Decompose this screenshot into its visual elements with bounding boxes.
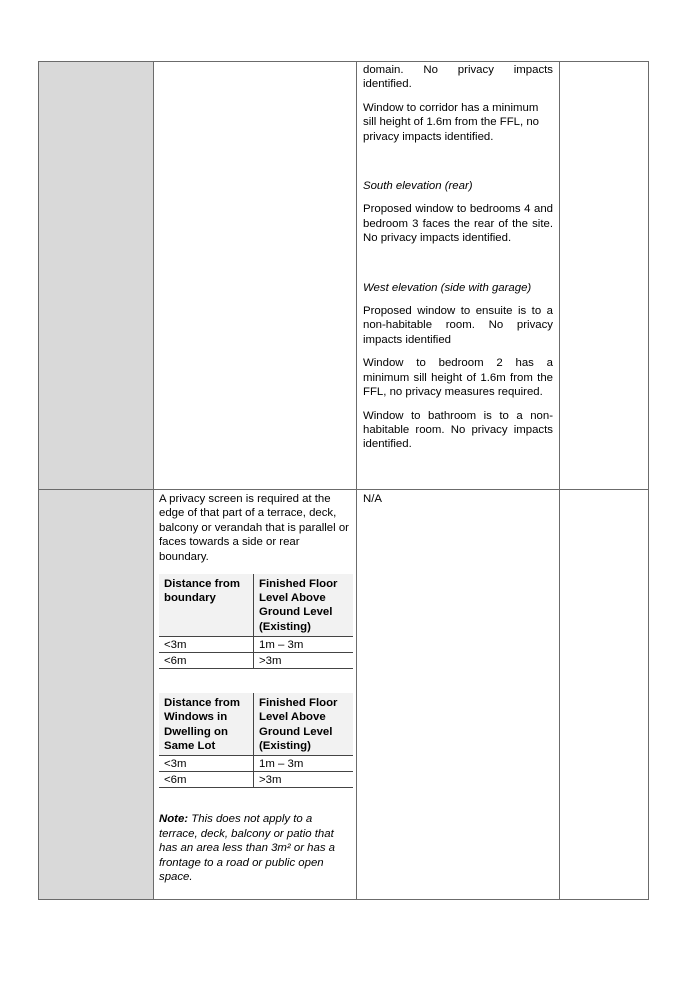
section-heading: South elevation (rear)	[363, 180, 473, 193]
window-distance-table	[159, 693, 353, 788]
assessment-text: N/A	[363, 493, 382, 505]
category-cell	[39, 62, 154, 490]
category-cell	[39, 490, 154, 900]
assessment-paragraph: Proposed window to bedrooms 4 and bedroom 3 faces the rear of the site. No privacy impacts identified.	[363, 203, 553, 245]
assessment-paragraph: Window to corridor has a minimum sill height of 1.6m from the FFL, no privacy impacts identified.	[363, 101, 539, 143]
assessment-table	[38, 61, 649, 900]
comment-cell	[560, 490, 649, 900]
table-cell: <6m	[159, 653, 254, 669]
table-header: Distance from boundary	[159, 574, 254, 636]
table-header: Finished Floor Level Above Ground Level (Existing)	[254, 574, 354, 636]
table-cell: 1m – 3m	[254, 636, 354, 652]
control-cell	[154, 490, 357, 900]
control-cell	[154, 62, 357, 490]
table-row	[39, 62, 649, 490]
table-cell: <6m	[159, 772, 254, 788]
table-cell: 1m – 3m	[254, 756, 354, 772]
table-header: Distance from Windows in Dwelling on Same Lot	[159, 693, 254, 755]
table-cell: <3m	[159, 756, 254, 772]
assessment-paragraph: Window to bedroom 2 has a minimum sill height of 1.6m from the FFL, no privacy measures required.	[363, 357, 553, 399]
assessment-cell	[357, 62, 560, 490]
table-row	[39, 490, 649, 900]
table-header: Finished Floor Level Above Ground Level (Existing)	[254, 693, 354, 755]
note-label: Note:	[159, 813, 189, 826]
comment-cell	[560, 62, 649, 490]
section-heading: West elevation (side with garage)	[363, 281, 532, 294]
assessment-cell	[357, 490, 560, 900]
table-cell: >3m	[254, 772, 354, 788]
table-cell: >3m	[254, 653, 354, 669]
boundary-distance-table	[159, 574, 353, 669]
note-text: This does not apply to a terrace, deck, balcony or patio that has an area less than 3m² or has a frontage to a road or public open space.	[159, 813, 336, 884]
note	[159, 812, 350, 884]
control-text: A privacy screen is required at the edge of that part of a terrace, deck, balcony or verandah that is parallel or faces towards a side or rear boundary.	[159, 493, 349, 563]
table-cell: <3m	[159, 636, 254, 652]
assessment-paragraph: Proposed window to ensuite is to a non-habitable room. No privacy impacts identified	[363, 305, 553, 346]
assessment-paragraph: Window to bathroom is to a non-habitable room. No privacy impacts identified.	[363, 409, 553, 451]
assessment-paragraph: domain. No privacy impacts identified.	[363, 64, 553, 91]
